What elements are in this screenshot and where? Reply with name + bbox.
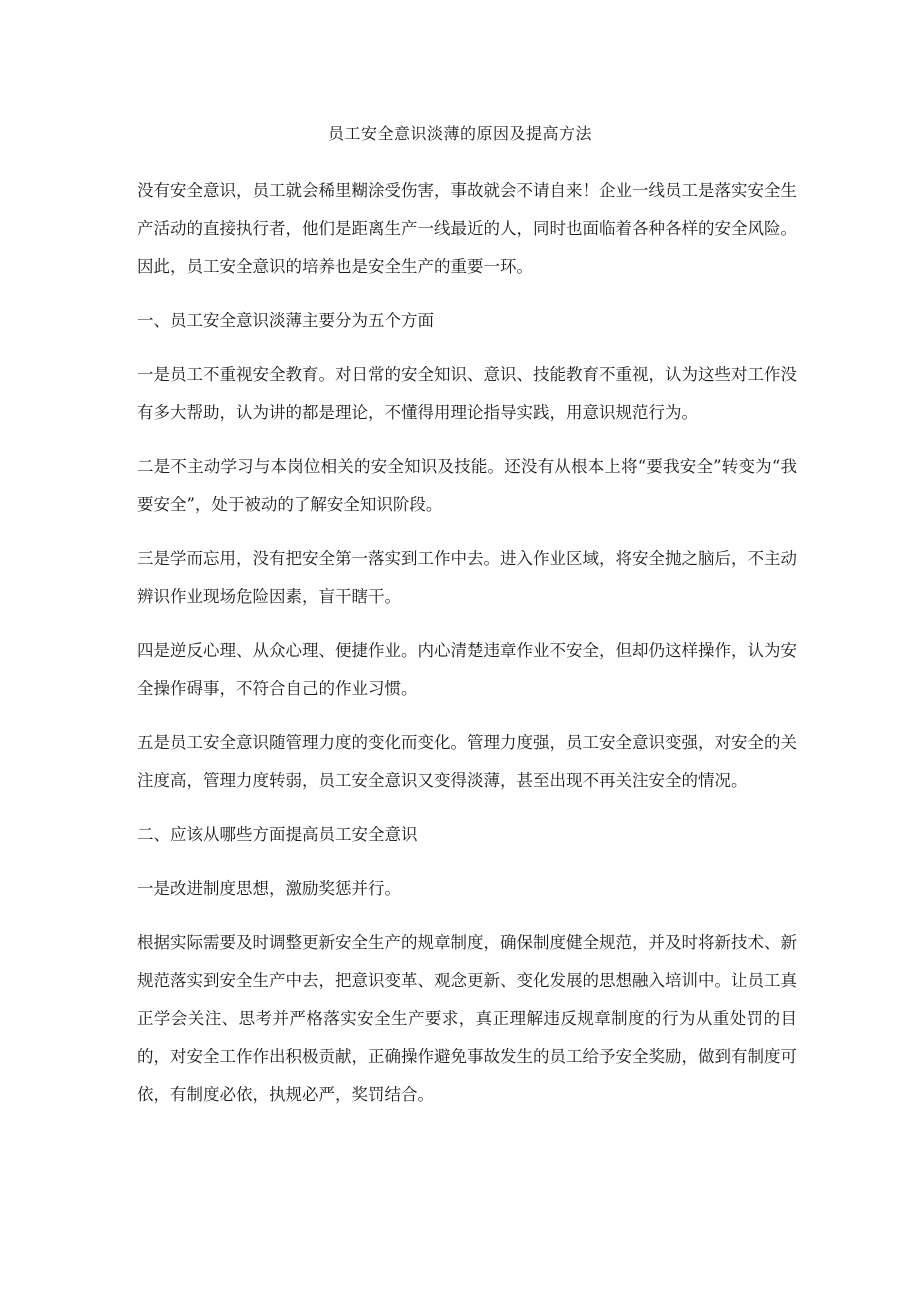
body-paragraph: 根据实际需要及时调整更新安全生产的规章制度，确保制度健全规范，并及时将新技术、新规范落实到安全生产中去，把意识变革、观念更新、变化发展的思想融入培训中。让员工真正学会关注、思考并严格落实安全生产要求，真正理解违反规章制度的行为从重处罚的目的，对安全工作作出积极贡献，正确操作避免事故发生的员工给予安全奖励，做到有制度可依，有制度必依，执规必严，奖罚结合。 bbox=[137, 933, 797, 1104]
document-body bbox=[137, 172, 797, 1130]
body-paragraph: 五是员工安全意识随管理力度的变化而变化。管理力度强，员工安全意识变强，对安全的关注度高，管理力度转弱，员工安全意识又变得淡薄，甚至出现不再关注安全的情况。 bbox=[137, 733, 797, 790]
body-paragraph: 四是逆反心理、从众心理、便捷作业。内心清楚违章作业不安全，但却仍这样操作，认为安全操作碍事，不符合自己的作业习惯。 bbox=[137, 641, 797, 698]
body-paragraph: 二是不主动学习与本岗位相关的安全知识及技能。还没有从根本上将“要我安全”转变为“我要安全”，处于被动的了解安全知识阶段。 bbox=[137, 457, 797, 514]
intro-paragraph: 没有安全意识，员工就会稀里糊涂受伤害，事故就会不请自来！企业一线员工是落实安全生产活动的直接执行者，他们是距离生产一线最近的人，同时也面临着各种各样的安全风险。因此，员工安全意识的培养也是安全生产的重要一环。 bbox=[137, 181, 797, 276]
body-paragraph: 一是改进制度思想，激励奖惩并行。 bbox=[137, 879, 401, 898]
body-paragraph: 三是学而忘用，没有把安全第一落实到工作中去。进入作业区域，将安全抛之脑后，不主动辨识作业现场危险因素，盲干瞎干。 bbox=[137, 549, 797, 606]
document-title: 员工安全意识淡薄的原因及提高方法 bbox=[327, 124, 592, 143]
body-paragraph: 一是员工不重视安全教育。对日常的安全知识、意识、技能教育不重视，认为这些对工作没有多大帮助，认为讲的都是理论，不懂得用理论指导实践，用意识规范行为。 bbox=[137, 365, 797, 422]
section-heading-1: 一、员工安全意识淡薄主要分为五个方面 bbox=[137, 311, 434, 330]
section-heading-2: 二、应该从哪些方面提高员工安全意识 bbox=[137, 825, 418, 844]
